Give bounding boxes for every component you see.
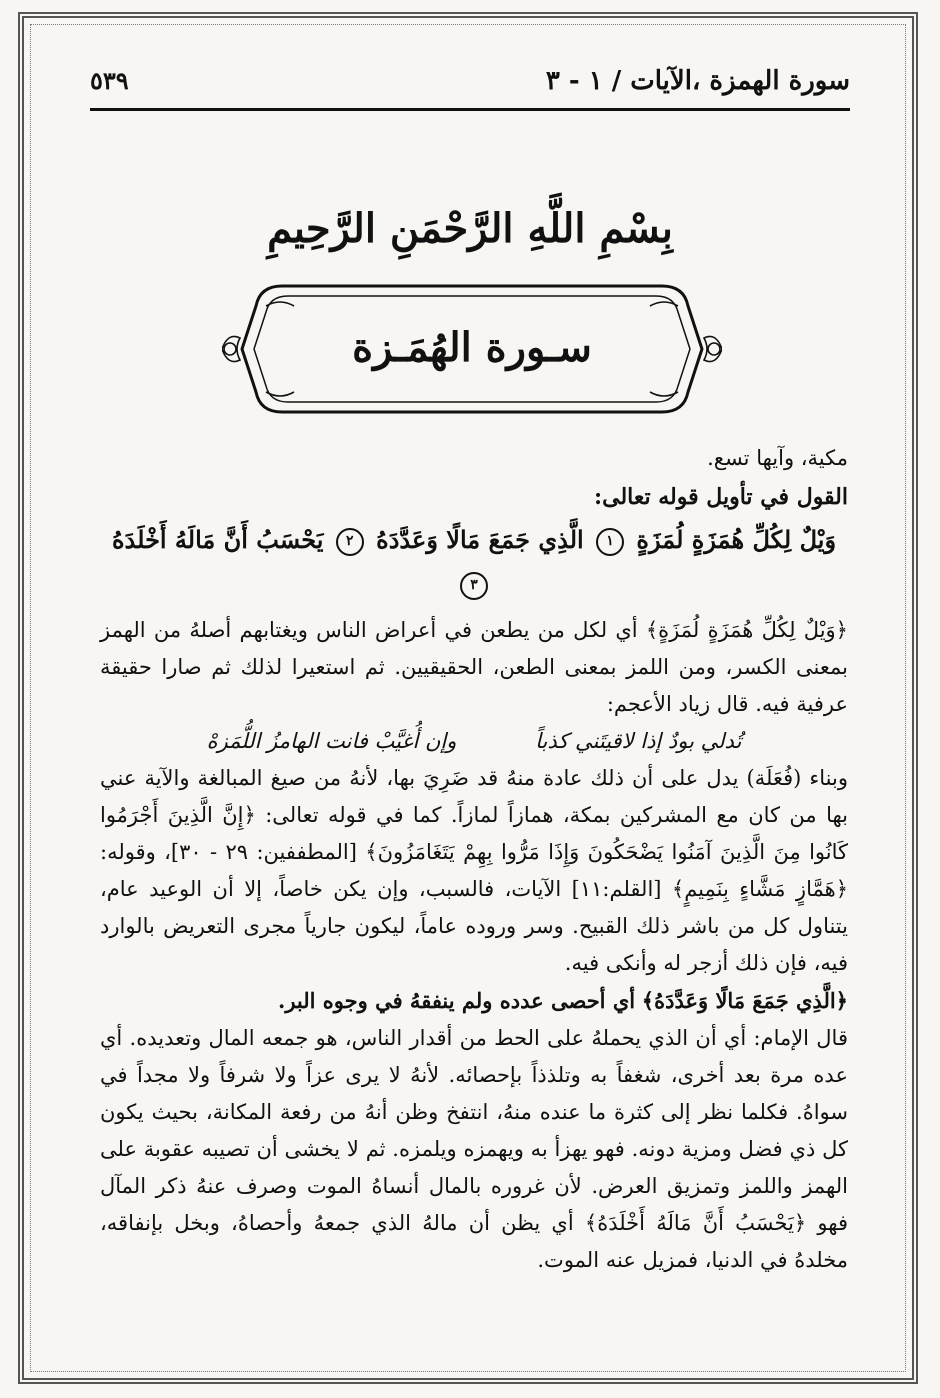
header-rule bbox=[90, 108, 850, 111]
poem-hemistich-right: تُدلي بودٌ إذا لاقيتَني كذباً bbox=[535, 729, 742, 753]
paragraph-2: وبناء (فُعَلَة) يدل على أن ذلك عادة منهُ قد ضَرِيَ بها، لأنهُ من صيغ المبالغة والآية عني بها من كان مع المشركين بمكة، همازاً لمازاً. كما في قوله تعالى: ﴿إِنَّ الَّذِينَ أَجْرَمُوا كَانُوا مِنَ الَّذِينَ آمَنُوا يَضْحَكُونَ وَإِذَا مَرُّوا بِهِمْ يَتَغَامَزُونَ﴾ [المطففين: ٢٩ - ٣٠]، وقوله: ﴿هَمَّازٍ مَشَّاءٍ بِنَمِيمٍ﴾ [القلم:١١] الآيات، فالسبب، وإن يكن خاصاً، إلا أن الوعيد عام، يتناول كل من باشر ذلك القبيح. وسر وروده عاماً، ليكون جارياً مجرى التعريض بالوارد فيه، فإن ذلك أزجر له وأنكى فيه. bbox=[100, 766, 848, 975]
poem-hemistich-left: وإن أُغيَّبْ فانت الهامزُ اللُّمَزهْ bbox=[206, 729, 457, 753]
surah-intro: مكية، وآيها تسع. bbox=[707, 446, 848, 470]
verse-marker-3: ٣ bbox=[460, 572, 488, 600]
header-title: سورة الهمزة ،الآيات / ١ - ٣ bbox=[545, 66, 850, 96]
paragraph-3 bbox=[100, 982, 848, 1020]
paragraph-1: ﴿وَيْلٌ لِكُلِّ هُمَزَةٍ لُمَزَةٍ﴾ أي لكل من يطعن في أعراض الناس ويغتابهم أصلهُ من الهمز بمعنى الكسر، ومن اللمز بمعنى الطعن، الحقيقيين. ثم استعيرا لذلك ثم صارا حقيقة عرفية فيه. قال زياد الأعجم: bbox=[100, 618, 848, 716]
verse-part-2: الَّذِي جَمَعَ مَالًا وَعَدَّدَهُ bbox=[376, 525, 584, 554]
commentary-body bbox=[100, 440, 848, 1279]
page-number: ٥٣٩ bbox=[90, 66, 129, 95]
verse-part-1: وَيْلٌ لِكُلِّ هُمَزَةٍ لُمَزَةٍ bbox=[636, 525, 837, 554]
verse-marker-1: ١ bbox=[596, 528, 624, 556]
paragraph-3-rest: أي أحصى عدده ولم ينفقهُ في وجوه البر. bbox=[278, 988, 636, 1013]
page-header bbox=[90, 66, 850, 106]
paragraph-3-quote: ﴿الَّذِي جَمَعَ مَالًا وَعَدَّدَهُ﴾ bbox=[641, 988, 848, 1013]
quran-verse bbox=[100, 518, 848, 606]
verse-marker-2: ٢ bbox=[336, 528, 364, 556]
basmala: بِسْمِ اللَّهِ الرَّحْمَنِ الرَّحِيمِ bbox=[267, 205, 673, 252]
section-heading: القول في تأويل قوله تعالى: bbox=[594, 484, 848, 510]
paragraph-4: قال الإمام: أي أن الذي يحملهُ على الحط من أقدار الناس، هو جمعه المال وتعديده. أي عده مرة بعد أخرى، شغفاً به وتلذذاً بإحصائه. لأنهُ لا يرى عزاً ولا شرفاً ولا مجداً في سواهُ. فكلما نظر إلى كثرة ما عنده منهُ، انتفخ وظن أنهُ من رفعة المكانة، بحيث يكون كل ذي فضل ومزية دونه. فهو يهزأ به ويهمزه ويلمزه. ثم لا يخشى أن تصيبه عقوبة على الهمز واللمز وتمزيق العرض. لأن غروره بالمال أنساهُ الموت وصرف عنهُ ذكر المآل فهو ﴿يَحْسَبُ أَنَّ مَالَهُ أَخْلَدَهُ﴾ أي يظن أن مالهُ الذي جمعهُ وأحصاهُ، وبخل بإنفاقه، مخلدهُ في الدنيا، فمزيل عنه الموت. bbox=[100, 1026, 848, 1272]
poem-verse bbox=[100, 723, 848, 760]
verse-part-3: يَحْسَبُ أَنَّ مَالَهُ أَخْلَدَهُ bbox=[111, 525, 324, 554]
surah-title-frame bbox=[222, 276, 722, 422]
surah-title: سـورة الهُمَـزة bbox=[352, 324, 592, 371]
